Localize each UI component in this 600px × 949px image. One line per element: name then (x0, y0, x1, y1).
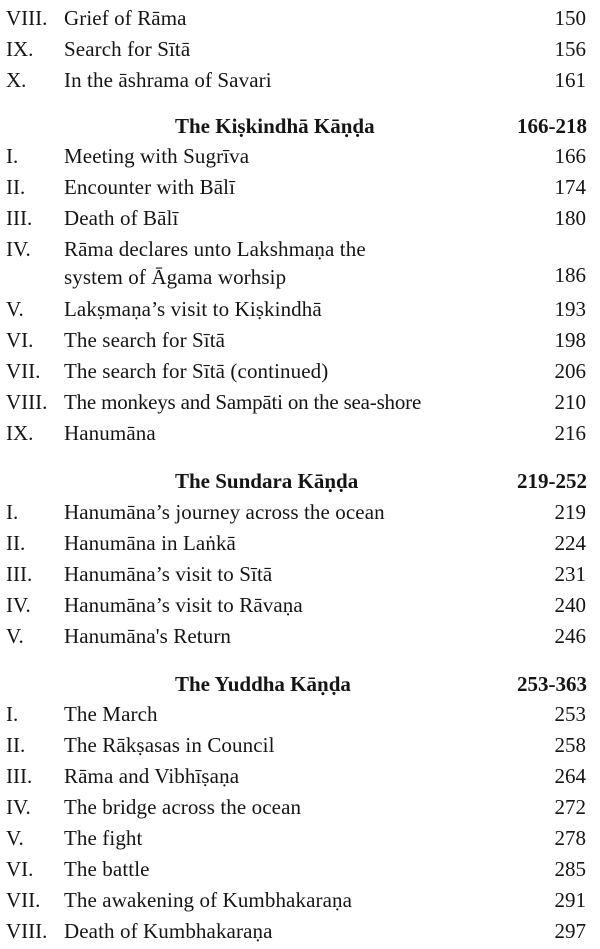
chapter-title: Search for Sītā (64, 37, 191, 61)
toc-entry (0, 823, 600, 854)
chapter-title: The Rākṣasas in Council (64, 733, 275, 757)
page-number: 253 (554, 702, 586, 726)
page-number: 174 (554, 175, 586, 199)
page-number: 180 (554, 206, 586, 230)
page-number: 219 (554, 500, 586, 524)
chapter-number: II. (6, 175, 26, 199)
page-number: 224 (554, 531, 586, 555)
toc-entry (0, 699, 600, 730)
chapter-number: I. (6, 500, 19, 524)
chapter-number: IV. (6, 795, 31, 819)
chapter-title-line1: Rāma declares unto Lakshmaṇa the (64, 237, 366, 261)
chapter-number: VII. (6, 359, 41, 383)
section-title: The Sundara Kāṇḍa (175, 469, 359, 493)
section-page-range: 253-363 (517, 672, 587, 696)
toc-entry (0, 590, 600, 621)
page-number: 231 (554, 562, 586, 586)
chapter-number: III. (6, 562, 33, 586)
chapter-number: I. (6, 144, 19, 168)
toc-entry (0, 387, 600, 418)
page-number: 240 (554, 593, 586, 617)
chapter-title: Hanumāna in Laṅkā (64, 531, 236, 555)
chapter-title: Hanumāna’s visit to Rāvaṇa (64, 593, 303, 617)
chapter-number: X. (6, 68, 27, 92)
section-title: The Yuddha Kāṇḍa (175, 672, 351, 696)
chapter-number: IX. (6, 37, 34, 61)
page-number: 156 (554, 37, 586, 61)
page-number: 264 (554, 764, 586, 788)
chapter-title-line2: system of Āgama worhsip (64, 265, 287, 289)
section-page-range: 166-218 (517, 114, 587, 138)
toc-entry (0, 325, 600, 356)
section-heading-sundara (0, 464, 600, 498)
chapter-number: VI. (6, 328, 34, 352)
chapter-title: Hanumāna’s visit to Sītā (64, 562, 273, 586)
page-number: 206 (554, 359, 586, 383)
chapter-title: Lakṣmaṇa’s visit to Kiṣkindhā (64, 297, 322, 321)
toc-entry (0, 621, 600, 652)
chapter-number: II. (6, 733, 26, 757)
toc-entry (0, 141, 600, 172)
chapter-title: Grief of Rāma (64, 6, 187, 30)
page-number: 210 (554, 390, 586, 414)
chapter-number: VIII. (6, 6, 48, 30)
chapter-number: IV. (6, 237, 31, 261)
toc-entry (0, 34, 600, 65)
toc-entry (0, 885, 600, 916)
toc-entry (0, 3, 600, 34)
chapter-title: The search for Sītā (continued) (64, 359, 329, 383)
chapter-number: V. (6, 826, 24, 850)
toc-entry (0, 854, 600, 885)
chapter-title: Rāma and Vibhīṣaṇa (64, 764, 240, 788)
chapter-number: III. (6, 764, 33, 788)
chapter-title: Hanumāna (64, 421, 156, 445)
toc-entry (0, 559, 600, 590)
section-title: The Kiṣkindhā Kāṇḍa (175, 114, 375, 138)
page-number: 198 (554, 328, 586, 352)
chapter-number: VI. (6, 857, 34, 881)
chapter-number: VIII. (6, 919, 48, 943)
chapter-number: V. (6, 297, 24, 321)
page-number: 285 (554, 857, 586, 881)
toc-entry (0, 761, 600, 792)
toc-entry (0, 792, 600, 823)
chapter-title: The awakening of Kumbhakaraṇa (64, 888, 353, 912)
chapter-number: VII. (6, 888, 41, 912)
toc-entry (0, 65, 600, 96)
chapter-title: The battle (64, 857, 150, 881)
chapter-title: In the āshrama of Savari (64, 68, 272, 92)
chapter-number: I. (6, 702, 19, 726)
section-page-range: 219-252 (517, 469, 587, 493)
page-number: 297 (554, 919, 586, 943)
toc-entry (0, 294, 600, 325)
chapter-title: The monkeys and Sampāti on the sea-shore (64, 390, 422, 414)
page-number: 246 (554, 624, 586, 648)
chapter-title: The bridge across the ocean (64, 795, 302, 819)
page-number: 216 (554, 421, 586, 445)
toc-entry (0, 203, 600, 234)
page-number: 186 (554, 263, 586, 287)
page-number: 150 (554, 6, 586, 30)
chapter-title: Meeting with Sugrīva (64, 144, 250, 168)
chapter-title: The search for Sītā (64, 328, 226, 352)
page-number: 161 (554, 68, 586, 92)
page-number: 291 (554, 888, 586, 912)
toc-entry (0, 418, 600, 449)
chapter-number: IX. (6, 421, 34, 445)
chapter-title: The March (64, 702, 158, 726)
toc-entry (0, 916, 600, 947)
toc-entry (0, 356, 600, 387)
toc-entry (0, 172, 600, 203)
chapter-title: Death of Bālī (64, 206, 179, 230)
toc-entry (0, 730, 600, 761)
toc-entry (0, 528, 600, 559)
toc-entry (0, 497, 600, 528)
chapter-number: III. (6, 206, 33, 230)
chapter-title: The fight (64, 826, 143, 850)
chapter-title: Encounter with Bālī (64, 175, 236, 199)
page-number: 258 (554, 733, 586, 757)
chapter-number: II. (6, 531, 26, 555)
page-number: 278 (554, 826, 586, 850)
chapter-title: Hanumāna’s journey across the ocean (64, 500, 385, 524)
page-number: 166 (554, 144, 586, 168)
chapter-number: VIII. (6, 390, 48, 414)
chapter-title: Hanumāna's Return (64, 624, 232, 648)
section-heading-yuddha (0, 667, 600, 701)
page-number: 193 (554, 297, 586, 321)
chapter-title (64, 234, 366, 290)
toc-entry (0, 234, 600, 290)
chapter-number: IV. (6, 593, 31, 617)
page-number: 272 (554, 795, 586, 819)
chapter-number: V. (6, 624, 24, 648)
chapter-title: Death of Kumbhakaraṇa (64, 919, 273, 943)
section-heading-kiskindha (0, 109, 600, 143)
